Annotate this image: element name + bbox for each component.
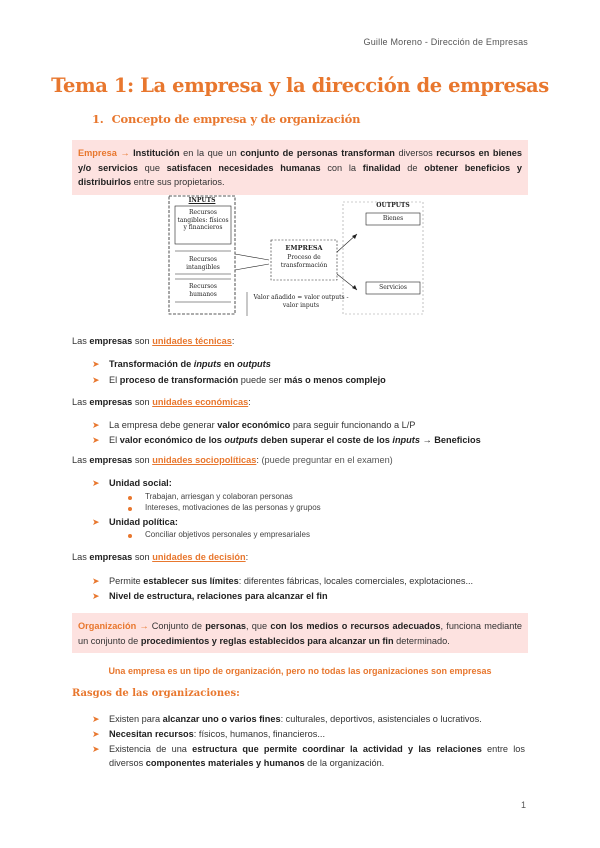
section-title: Concepto de empresa y de organización (111, 112, 361, 126)
text-run: de (400, 162, 425, 173)
organizacion-definition-callout (72, 613, 528, 653)
text-run: diversos (394, 148, 437, 158)
bold-run: empresas (89, 455, 133, 465)
arrow-bullet-icon: ➤ (92, 359, 100, 369)
text-run: : (256, 455, 259, 465)
empresa-label: EMPRESA (285, 244, 323, 252)
bold-run: Unidad política: (109, 517, 178, 527)
bold-run: con los medios o recursos adecuados (270, 621, 441, 631)
arrow-bullet-icon: ➤ (92, 729, 100, 739)
dot-bullet-icon (128, 507, 132, 511)
rasgos-heading: Rasgos de las organizaciones: (72, 688, 240, 699)
text-run: : (245, 552, 249, 562)
bold-run: conjunto de personas transforman (240, 148, 395, 158)
text-run: son (132, 455, 153, 465)
bold-run: alcanzar uno o varios fines (162, 714, 281, 724)
italic-run: outputs (237, 359, 271, 369)
bold-run: satisfacen necesidades humanas (166, 162, 321, 173)
arrow-bullet-icon: ➤ (92, 435, 100, 445)
callout-key: Organización → (78, 621, 149, 631)
sub-item-text: Conciliar objetivos personales y empresariales (145, 530, 310, 539)
bold-run: recursos en bienes y/o servicios (78, 148, 522, 173)
outputs-title: OUTPUTS (376, 202, 410, 209)
text-run: : (248, 397, 251, 407)
dot-bullet-icon (128, 496, 132, 500)
empresa-process-diagram (163, 194, 428, 320)
text-run: , funciona mediante un conjunto de (78, 621, 522, 646)
section-heading (92, 112, 360, 126)
bold-run: componentes materiales y humanos (145, 758, 305, 768)
italic-run: outputs (224, 435, 259, 445)
bold-run: empresas (89, 336, 133, 346)
arrow-bullet-icon: ➤ (92, 478, 100, 488)
bold-run: procedimientos y reglas establecidos para alcanzar un fin (140, 635, 394, 646)
unidades-decision-link: unidades de decisión (152, 552, 246, 562)
input-humanos: Recursos humanos (189, 283, 217, 298)
text-run: Existencia de una (109, 744, 193, 754)
text-run: Existen para (109, 714, 163, 724)
bold-run: empresas (89, 552, 133, 562)
text-run: para seguir funcionando a L/P (290, 420, 416, 430)
input-intangibles: Recursos intangibles (186, 256, 220, 271)
bold-run: finalidad (362, 162, 401, 173)
bold-run: deben superar el coste de los (258, 435, 393, 445)
text-run: determinado. (393, 635, 450, 646)
bold-run: Transformación de (109, 359, 194, 369)
exam-note: (puede preguntar en el examen) (258, 455, 393, 465)
text-run: Permite (109, 576, 144, 586)
arrow-bullet-icon: ➤ (92, 420, 100, 430)
text-run: que (137, 162, 167, 173)
text-run: en la que un (179, 148, 241, 158)
output-servicios: Servicios (379, 284, 407, 291)
unidades-tecnicas-link: unidades técnicas (152, 336, 232, 346)
text-run: Las (72, 397, 90, 407)
text-run: entre los diversos (109, 744, 525, 768)
output-bienes: Bienes (382, 215, 404, 222)
callout-key: Empresa → (78, 148, 130, 158)
arrow-bullet-icon: ➤ (92, 714, 100, 724)
valor-anadido: Valor añadido = valor outputs - valor inputs (253, 294, 349, 309)
bold-run: en (221, 359, 238, 369)
bold-run: Institución (133, 148, 180, 158)
text-run: son (132, 336, 153, 346)
text-run: Las (72, 455, 90, 465)
text-run: : diferentes fábricas, locales comerciales, explotaciones... (238, 576, 474, 586)
text-run: La empresa debe generar (109, 420, 218, 430)
bold-run: estructura que permite coordinar la actividad y las relaciones (192, 744, 482, 754)
bold-run: Necesitan recursos (109, 729, 194, 739)
arrow-bullet-icon: ➤ (92, 591, 100, 601)
economicas-intro (72, 397, 251, 407)
text-run: de la organización. (304, 758, 385, 768)
decision-intro (72, 552, 248, 562)
text-run: Las (72, 552, 90, 562)
sub-item-text: Intereses, motivaciones de las personas y grupos (145, 503, 321, 512)
dot-bullet-icon (128, 534, 132, 538)
bold-run: valor económico (217, 420, 291, 430)
italic-run: inputs (392, 435, 420, 445)
text-run: puede ser (238, 375, 285, 385)
input-tangibles: Recursos tangibles: físicos y financieros (177, 209, 229, 231)
text-run: Las (72, 336, 90, 346)
unidades-economicas-link: unidades económicas (152, 397, 249, 407)
bold-run: Unidad social: (109, 478, 172, 488)
page-number: 1 (520, 800, 526, 810)
arrow-bullet-icon: ➤ (92, 375, 100, 385)
empresa-process: Proceso de transformación (280, 254, 328, 269)
arrow-bullet-icon: ➤ (92, 576, 100, 586)
sociopoliticas-intro (72, 455, 393, 465)
bold-run: valor económico de los (119, 435, 225, 445)
text-run: : (231, 336, 235, 346)
unidades-sociopoliticas-link: unidades sociopolíticas (152, 455, 257, 465)
page-title: Tema 1: La empresa y la dirección de empresas (51, 74, 549, 97)
bold-run: → Beneficios (419, 435, 481, 445)
bold-run: más o menos complejo (284, 375, 386, 385)
inputs-title: INPUTS (188, 197, 216, 204)
tecnicas-intro (72, 336, 234, 346)
empresa-definition-callout (72, 140, 528, 195)
bold-run: Nivel de estructura, relaciones para alcanzar el fin (109, 591, 328, 601)
sub-item-text: Trabajan, arriesgan y colaboran personas (145, 492, 293, 501)
bold-run: proceso de transformación (119, 375, 239, 385)
text-run: , que (246, 621, 271, 631)
page-header: Guille Moreno - Dirección de Empresas (363, 37, 528, 47)
text-run: : físicos, humanos, financieros... (193, 729, 326, 739)
text-run: son (132, 552, 153, 562)
bold-run: personas (205, 621, 247, 631)
text-run: entre sus propietarios. (131, 177, 225, 187)
arrow-bullet-icon: ➤ (92, 517, 100, 527)
text-run: El (109, 435, 120, 445)
bold-run: empresas (89, 397, 133, 407)
section-number: 1. (92, 112, 104, 126)
text-run: El (109, 375, 120, 385)
text-run: son (132, 397, 153, 407)
bold-run: establecer sus límites (143, 576, 239, 586)
italic-run: inputs (193, 359, 222, 369)
text-run: con la (320, 162, 363, 173)
bold-run: obtener beneficios y distribuirlos (78, 162, 522, 187)
text-run: : culturales, deportivos, asistenciales o lucrativos. (280, 714, 482, 724)
arrow-bullet-icon: ➤ (92, 744, 100, 754)
key-statement: Una empresa es un tipo de organización, pero no todas las organizaciones son empresas (108, 666, 492, 676)
text-run: Conjunto de (148, 621, 206, 631)
